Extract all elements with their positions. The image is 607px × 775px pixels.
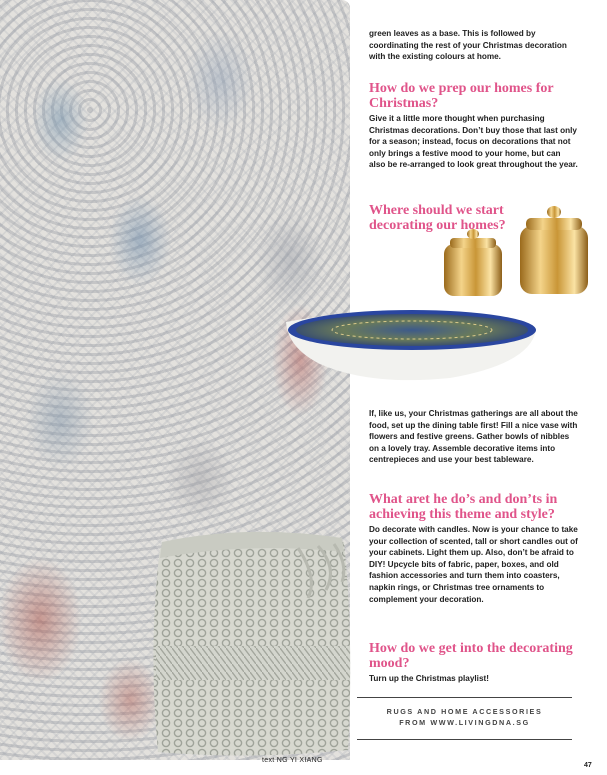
decorative-bowl-image bbox=[280, 304, 542, 386]
section-start-body bbox=[369, 408, 579, 466]
knitted-pillow-image bbox=[148, 528, 358, 760]
divider bbox=[357, 739, 572, 740]
page-number: 47 bbox=[584, 762, 592, 769]
intro-text: green leaves as a base. This is followed by coordinating the rest of your Christmas decoration with the existing colours at home. bbox=[369, 29, 567, 62]
text-credit: text NG YI XIANG bbox=[262, 757, 323, 764]
section-dos-donts bbox=[369, 492, 579, 605]
section-body: Turn up the Christmas playlist! bbox=[369, 674, 489, 683]
intro-paragraph bbox=[369, 28, 579, 63]
footer-credit-line1: RUGS AND HOME ACCESSORIES bbox=[386, 707, 543, 716]
small-gold-jar bbox=[444, 229, 502, 296]
section-body: If, like us, your Christmas gatherings are all about the food, set up the dining table first! Fill a nice vase with flowers and festive greens. Gather bowls of nibbles on a lovely tray. Assemble decorative items into centrepieces and use your best tableware. bbox=[369, 409, 578, 465]
section-heading: How do we get into the decorating mood? bbox=[369, 641, 573, 671]
section-start bbox=[369, 203, 539, 233]
section-heading: How do we prep our homes for Christmas? bbox=[369, 81, 554, 111]
section-prep bbox=[369, 81, 579, 171]
divider bbox=[357, 697, 572, 698]
footer-credit-line2: FROM WWW.LIVINGDNA.SG bbox=[399, 718, 530, 727]
section-body: Do decorate with candles. Now is your chance to take your collection of scented, tall or short candles out of your cabinets. Light them up. Also, don’t be afraid to DIY! Upcycle bits of fabric, paper, boxes, and old fashion accessories and turn them into coasters, napkin rings, or Christmas tree ornaments to complement your decoration. bbox=[369, 525, 578, 604]
section-heading: Where should we start decorating our homes? bbox=[369, 203, 506, 233]
section-mood bbox=[369, 641, 579, 685]
footer-credit bbox=[357, 706, 572, 728]
section-body: Give it a little more thought when purchasing Christmas decorations. Don’t buy those that last only for a season; instead, focus on decorations that not only brings a festive mood to your home, but can also be re-arranged to look great throughout the year. bbox=[369, 114, 578, 170]
section-heading: What aret he do’s and don’ts in achieving this theme and style? bbox=[369, 492, 558, 522]
